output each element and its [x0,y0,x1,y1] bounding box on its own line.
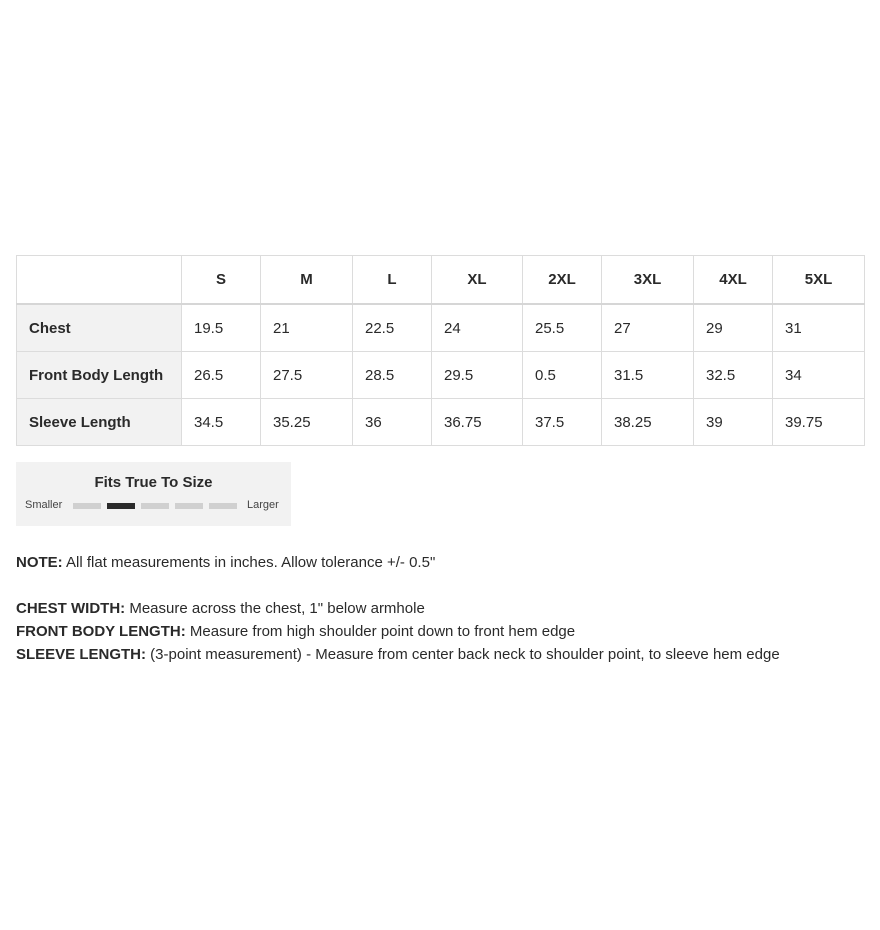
row-label-chest: Chest [17,304,182,352]
chest-width-text: Measure across the chest, 1" below armhole [125,600,425,617]
chest-width-label: CHEST WIDTH: [16,600,126,617]
fit-scale-segment [209,503,237,509]
table-cell: 22.5 [353,304,432,352]
note-label: NOTE: [16,554,63,571]
size-header: 3XL [602,256,694,305]
fit-scale-segment-active [107,503,135,509]
fit-scale-segment [73,503,101,509]
sleeve-length-line [16,643,876,666]
table-cell: 31 [773,304,865,352]
table-cell: 24 [432,304,523,352]
table-cell: 27.5 [261,352,353,399]
size-header: 4XL [694,256,773,305]
table-cell: 35.25 [261,399,353,446]
table-row-sleeve-length [17,399,865,446]
table-cell: 38.25 [602,399,694,446]
size-header: 2XL [523,256,602,305]
size-header: S [182,256,261,305]
sleeve-length-text: (3-point measurement) - Measure from center back neck to shoulder point, to sleeve hem edge [146,646,780,663]
fit-scale-segment [175,503,203,509]
size-header: XL [432,256,523,305]
note-text: All flat measurements in inches. Allow tolerance +/- 0.5" [62,554,436,571]
row-label-front-body-length: Front Body Length [17,352,182,399]
size-chart-table [16,255,865,446]
table-cell: 26.5 [182,352,261,399]
table-cell: 31.5 [602,352,694,399]
chest-width-line [16,597,876,620]
table-cell: 19.5 [182,304,261,352]
table-cell: 39.75 [773,399,865,446]
size-header: M [261,256,353,305]
table-cell: 39 [694,399,773,446]
table-cell: 29 [694,304,773,352]
note-line [16,551,876,574]
sleeve-length-label: SLEEVE LENGTH: [16,646,147,663]
table-cell: 0.5 [523,352,602,399]
fit-smaller-label: Smaller [25,499,63,511]
measurement-notes [16,551,876,666]
front-body-length-line [16,620,876,643]
size-header: 5XL [773,256,865,305]
table-cell: 37.5 [523,399,602,446]
front-body-length-text: Measure from high shoulder point down to front hem edge [185,623,576,640]
table-row-front-body-length [17,352,865,399]
fit-indicator [16,462,291,526]
fit-title: Fits True To Size [94,474,213,491]
fit-scale-segment [141,503,169,509]
table-cell: 28.5 [353,352,432,399]
table-cell: 34 [773,352,865,399]
size-header-row [17,256,865,305]
table-cell: 21 [261,304,353,352]
table-cell: 34.5 [182,399,261,446]
table-cell: 36 [353,399,432,446]
table-cell: 27 [602,304,694,352]
table-cell: 25.5 [523,304,602,352]
size-header: L [353,256,432,305]
corner-cell [17,256,182,305]
table-cell: 29.5 [432,352,523,399]
row-label-sleeve-length: Sleeve Length [17,399,182,446]
table-cell: 36.75 [432,399,523,446]
front-body-length-label: FRONT BODY LENGTH: [16,623,186,640]
table-row-chest [17,304,865,352]
fit-larger-label: Larger [247,499,279,511]
table-cell: 32.5 [694,352,773,399]
